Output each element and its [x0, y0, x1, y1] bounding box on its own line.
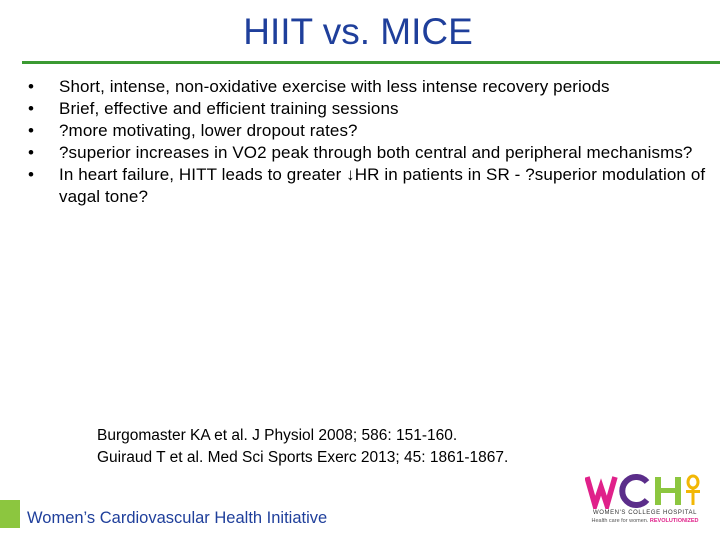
logo-tagline-accent: REVOLUTIONIZED: [649, 518, 699, 524]
reference-line: Burgomaster KA et al. J Physiol 2008; 586: 151-160.: [97, 427, 458, 444]
bullet-marker: •: [28, 99, 35, 118]
bullet-marker: •: [28, 77, 35, 96]
bullet-item: [28, 98, 708, 120]
title-divider: [22, 61, 720, 64]
bullet-text: ?superior increases in VO2 peak through both central and peripheral mechanisms?: [59, 143, 693, 162]
bullet-marker: •: [28, 121, 35, 140]
logo-tagline: [585, 518, 705, 525]
bullet-marker: •: [28, 143, 35, 162]
logo-hospital-name: WOMEN'S COLLEGE HOSPITAL: [592, 510, 698, 516]
bullet-text: Short, intense, non-oxidative exercise with less intense recovery periods: [59, 77, 610, 96]
bullet-item: [28, 164, 708, 208]
bullet-list: [28, 76, 708, 208]
bullet-item: [28, 120, 708, 142]
footer-accent-bar: [0, 500, 20, 528]
wch-logo-mark: [585, 473, 705, 509]
logo-tagline-text: Health care for women.: [591, 518, 649, 524]
bullet-item: [28, 142, 708, 164]
references: [97, 425, 508, 469]
hospital-logo: [585, 473, 705, 529]
footer-initiative-name: Women’s Cardiovascular Health Initiative: [27, 509, 328, 527]
bullet-text: ?more motivating, lower dropout rates?: [59, 121, 358, 140]
bullet-text: Brief, effective and efficient training sessions: [59, 99, 399, 118]
bullet-marker: •: [28, 165, 35, 184]
reference-line: Guiraud T et al. Med Sci Sports Exerc 2013; 45: 1861-1867.: [97, 449, 509, 466]
bullet-item: [28, 76, 708, 98]
slide-title: HIIT vs. MICE: [243, 11, 473, 52]
bullet-text: In heart failure, HITT leads to greater ↓HR in patients in SR - ?superior modulation of vagal tone?: [59, 165, 706, 206]
